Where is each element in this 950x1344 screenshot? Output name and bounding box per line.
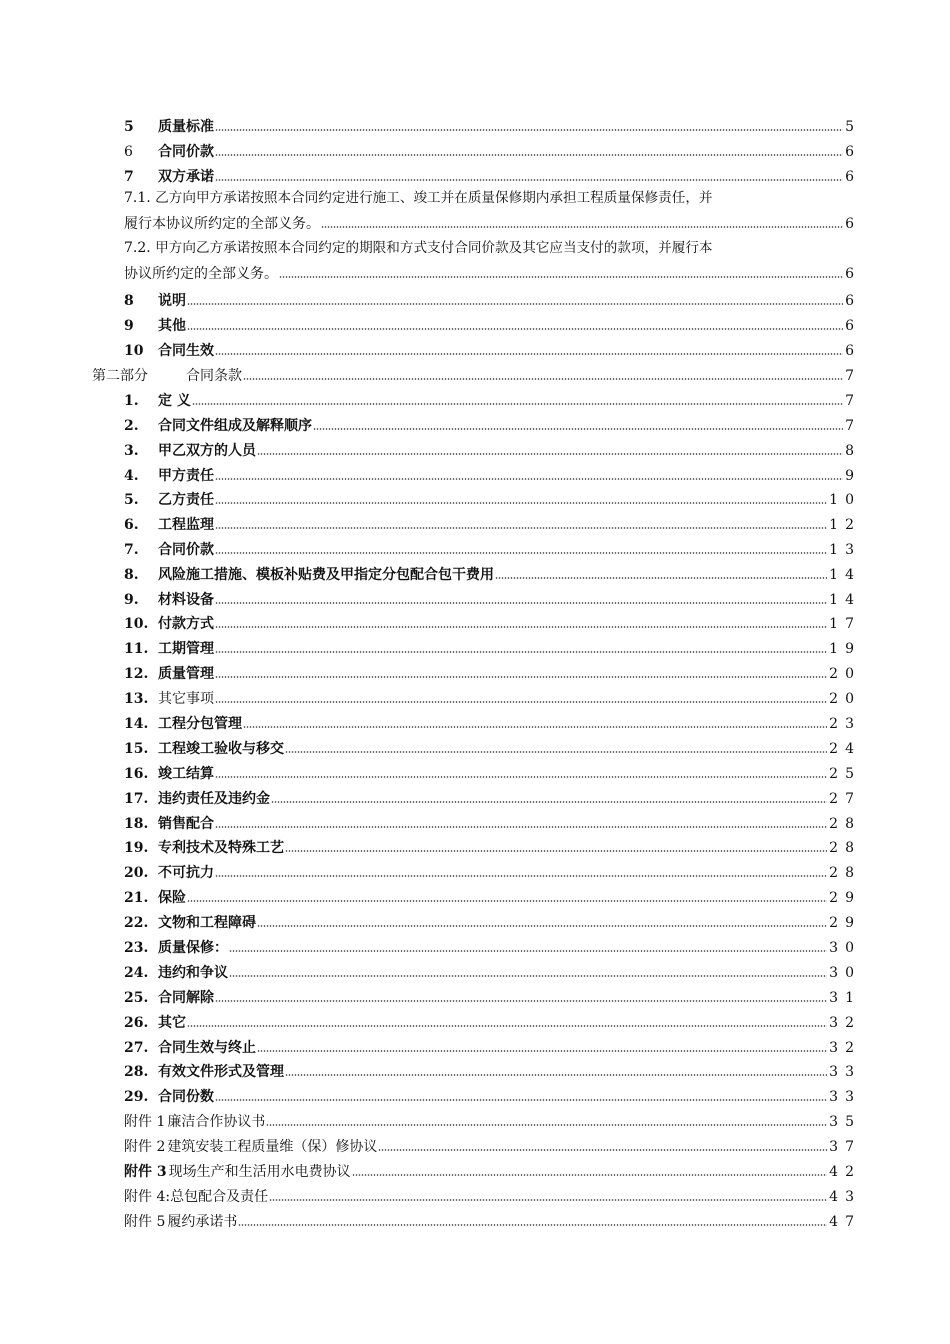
toc-entry-page: 14 — [829, 592, 861, 608]
toc-entry-page: 28 — [829, 816, 861, 832]
toc-attachment-label: 廉洁合作协议书 — [167, 1114, 266, 1130]
toc-entry-label: 保险 — [158, 890, 186, 906]
toc-entry-label: 合同价款 — [158, 542, 214, 558]
toc-entry-label-continued: 协议所约定的全部义务。 — [124, 266, 278, 282]
toc-entry-page: 9 — [845, 468, 861, 484]
toc-leader-dots — [229, 974, 827, 978]
toc-leader-dots — [321, 225, 843, 229]
toc-leader-dots — [215, 477, 843, 481]
toc-entry[interactable] — [124, 662, 861, 684]
toc-leader-dots — [279, 275, 843, 279]
toc-leader-dots — [215, 501, 827, 505]
toc-entry-label: 定 义 — [158, 393, 191, 409]
toc-entry-number: 20. — [124, 865, 149, 881]
toc-entry-page: 23 — [829, 716, 861, 732]
toc-entry-label: 合同生效 — [158, 343, 214, 359]
toc-entry-label: 不可抗力 — [158, 865, 214, 881]
toc-entry-number: 14. — [124, 716, 149, 732]
toc-attachment-number: 附件 5 — [124, 1214, 166, 1230]
toc-leader-dots — [215, 551, 827, 555]
toc-entry-page: 43 — [829, 1189, 861, 1205]
toc-leader-dots — [215, 999, 827, 1003]
toc-entry[interactable] — [124, 737, 861, 759]
toc-leader-dots — [238, 1223, 827, 1227]
toc-entry-number: 10. — [124, 616, 149, 632]
toc-entry-label: 甲乙双方的人员 — [158, 443, 256, 459]
toc-entry-number: 1. — [124, 393, 139, 409]
toc-entry-page: 28 — [829, 865, 861, 881]
toc-entry-number: 16. — [124, 766, 149, 782]
toc-entry-page: 42 — [829, 1164, 861, 1180]
toc-entry-number: 19. — [124, 840, 149, 856]
toc-entry-number: 5. — [124, 492, 139, 508]
toc-entry-page: 6 — [845, 318, 861, 334]
toc-entry-page: 7 — [845, 418, 861, 434]
toc-entry-page: 10 — [829, 492, 861, 508]
toc-leader-dots — [215, 700, 827, 704]
toc-leader-dots — [243, 377, 843, 381]
toc-entry[interactable] — [124, 1085, 861, 1107]
toc-entry-page: 32 — [829, 1015, 861, 1031]
toc-entry-number: 5 — [124, 119, 134, 135]
toc-entry-label: 工程监理 — [158, 517, 214, 533]
toc-entry-label: 其它 — [158, 1015, 186, 1031]
toc-entry-label: 甲方责任 — [158, 468, 214, 484]
toc-entry[interactable] — [124, 1011, 861, 1033]
toc-entry[interactable] — [124, 812, 861, 834]
toc-entry-number: 12. — [124, 666, 149, 682]
toc-leader-dots — [215, 178, 843, 182]
toc-entry-label: 违约和争议 — [158, 965, 228, 981]
toc-leader-dots — [187, 327, 843, 331]
toc-entry-label: 付款方式 — [158, 616, 214, 632]
toc-leader-dots — [257, 924, 827, 928]
toc-leader-dots — [215, 601, 827, 605]
toc-entry-number: 21. — [124, 890, 149, 906]
toc-entry-label: 质量管理 — [158, 666, 214, 682]
toc-entry-page: 14 — [829, 567, 861, 583]
toc-leader-dots — [215, 775, 827, 779]
toc-entry-number: 29. — [124, 1089, 149, 1105]
toc-entry-number: 25. — [124, 990, 149, 1006]
toc-leader-dots — [215, 352, 843, 356]
toc-entry[interactable] — [124, 513, 861, 535]
toc-entry-page: 35 — [829, 1114, 861, 1130]
toc-attachment-entry[interactable] — [124, 1110, 861, 1132]
toc-entry-number: 23. — [124, 940, 149, 956]
toc-leader-dots — [187, 302, 843, 306]
toc-leader-dots — [285, 849, 827, 853]
toc-entry-label: 合同份数 — [158, 1089, 214, 1105]
toc-entry-page: 6 — [845, 343, 861, 359]
toc-entry-label: 乙方责任 — [158, 492, 214, 508]
toc-entry-label: 合同解除 — [158, 990, 214, 1006]
toc-part-heading[interactable] — [92, 364, 861, 386]
toc-entry-label: 竣工结算 — [158, 766, 214, 782]
toc-entry-page: 7 — [845, 368, 861, 384]
toc-entry[interactable] — [124, 961, 861, 983]
toc-entry[interactable] — [124, 212, 861, 234]
toc-attachment-label: 建筑安装工程质量维（保）修协议 — [167, 1139, 378, 1155]
toc-entry[interactable] — [124, 861, 861, 883]
toc-entry-page: 28 — [829, 840, 861, 856]
toc-entry[interactable] — [124, 488, 861, 510]
toc-attachment-label: 履约承诺书 — [167, 1214, 238, 1230]
toc-entry-page: 20 — [829, 691, 861, 707]
toc-leader-dots — [192, 402, 843, 406]
toc-leader-dots — [271, 800, 827, 804]
toc-entry-page: 6 — [845, 266, 861, 282]
toc-entry-label: 质量保修： — [158, 940, 228, 956]
toc-entry-page: 12 — [829, 517, 861, 533]
toc-entry-number: 2. — [124, 418, 139, 434]
toc-leader-dots — [243, 725, 827, 729]
toc-entry[interactable] — [124, 588, 861, 610]
toc-entry-label: 材料设备 — [158, 592, 214, 608]
toc-entry[interactable] — [124, 538, 861, 560]
toc-entry-page: 13 — [829, 542, 861, 558]
toc-attachment-number: 附件 3 — [124, 1164, 167, 1180]
toc-entry-number: 18. — [124, 816, 149, 832]
toc-leader-dots — [215, 825, 827, 829]
toc-entry[interactable] — [124, 787, 861, 809]
toc-entry-label: 合同价款 — [158, 144, 214, 160]
toc-leader-dots — [215, 1098, 827, 1102]
toc-entry-page: 8 — [845, 443, 861, 459]
toc-entry-number: 26. — [124, 1015, 149, 1031]
toc-entry-number: 7.1. — [124, 190, 151, 206]
toc-entry-number: 9 — [124, 318, 134, 334]
toc-entry-label: 工程分包管理 — [158, 716, 242, 732]
toc-entry-page: 6 — [845, 144, 861, 160]
toc-entry-page: 33 — [829, 1064, 861, 1080]
toc-entry[interactable] — [124, 439, 861, 461]
toc-entry[interactable] — [124, 911, 861, 933]
toc-attachment-number: 附件 1 — [124, 1114, 166, 1130]
toc-leader-dots — [229, 949, 827, 953]
toc-entry[interactable] — [124, 612, 861, 634]
toc-entry[interactable] — [124, 563, 861, 585]
toc-leader-dots — [352, 1173, 828, 1177]
toc-entry-number: 9. — [124, 592, 139, 608]
toc-entry-label: 其他 — [158, 318, 186, 334]
toc-leader-dots — [215, 650, 827, 654]
toc-entry[interactable] — [124, 936, 861, 958]
toc-entry-number: 24. — [124, 965, 149, 981]
toc-entry[interactable] — [124, 637, 861, 659]
toc-leader-dots — [269, 1198, 827, 1202]
toc-entry-page: 31 — [829, 990, 861, 1006]
toc-entry-number: 28. — [124, 1064, 149, 1080]
toc-leader-dots — [215, 526, 827, 530]
toc-entry-number: 6 — [124, 144, 133, 160]
toc-attachment-entry[interactable] — [124, 1135, 861, 1157]
toc-entry[interactable] — [124, 140, 861, 162]
toc-entry[interactable] — [124, 115, 861, 137]
toc-entry-page: 6 — [845, 169, 861, 185]
toc-attachment-number: 附件 4: — [124, 1189, 171, 1205]
toc-leader-dots — [187, 899, 827, 903]
toc-entry-label: 工期管理 — [158, 641, 214, 657]
toc-entry[interactable] — [124, 262, 861, 284]
toc-attachment-entry[interactable] — [124, 1160, 861, 1182]
toc-leader-dots — [215, 625, 827, 629]
toc-entry-page: 27 — [829, 791, 861, 807]
toc-leader-dots — [187, 1024, 827, 1028]
toc-entry-number: 4. — [124, 468, 139, 484]
toc-entry-number: 10 — [124, 343, 144, 359]
toc-entry[interactable] — [124, 836, 861, 858]
toc-leader-dots — [215, 153, 843, 157]
toc-entry-number: 11. — [124, 641, 149, 657]
toc-entry-label: 其它事项 — [158, 691, 214, 707]
toc-entry-number: 17. — [124, 791, 149, 807]
toc-part-number: 第二部分 — [92, 368, 148, 384]
toc-entry-label: 双方承诺 — [158, 169, 214, 185]
toc-leader-dots — [257, 1049, 827, 1053]
toc-entry-page: 6 — [845, 293, 861, 309]
toc-entry-page: 47 — [829, 1214, 861, 1230]
toc-entry[interactable] — [124, 986, 861, 1008]
toc-entry[interactable] — [124, 289, 861, 311]
toc-entry-label: 风险施工措施、模板补贴费及甲指定分包配合包干费用 — [158, 567, 494, 583]
toc-entry-label: 有效文件形式及管理 — [158, 1064, 284, 1080]
toc-leader-dots — [215, 874, 827, 878]
toc-entry-label: 甲方向乙方承诺按照本合同约定的期限和方式支付合同价款及其它应当支付的款项，并履行本 — [155, 240, 713, 256]
toc-leader-dots — [285, 750, 827, 754]
toc-entry-page: 17 — [829, 616, 861, 632]
toc-entry-page: 20 — [829, 666, 861, 682]
toc-entry-number: 3. — [124, 443, 139, 459]
toc-entry-label: 文物和工程障碍 — [158, 915, 256, 931]
toc-entry-label: 销售配合 — [158, 816, 214, 832]
toc-entry-label: 工程竣工验收与移交 — [158, 741, 284, 757]
toc-leader-dots — [215, 128, 843, 132]
toc-entry[interactable] — [124, 414, 861, 436]
toc-entry-page: 33 — [829, 1089, 861, 1105]
toc-entry-page: 6 — [845, 216, 861, 232]
toc-entry[interactable] — [124, 314, 861, 336]
toc-entry-page: 25 — [829, 766, 861, 782]
toc-leader-dots — [215, 675, 827, 679]
toc-attachment-label: 总包配合及责任 — [170, 1189, 269, 1205]
toc-entry-page: 19 — [829, 641, 861, 657]
toc-entry[interactable] — [124, 165, 861, 187]
toc-entry-page: 5 — [845, 119, 861, 135]
toc-entry-wrapped-line1[interactable] — [124, 188, 854, 208]
toc-entry-page: 30 — [829, 940, 861, 956]
toc-leader-dots — [257, 452, 843, 456]
toc-attachment-number: 附件 2 — [124, 1139, 166, 1155]
toc-entry-label: 违约责任及违约金 — [158, 791, 270, 807]
toc-entry-number: 7 — [124, 169, 134, 185]
toc-leader-dots — [378, 1148, 827, 1152]
toc-entry-label: 乙方向甲方承诺按照本合同约定进行施工、竣工并在质量保修期内承担工程质量保修责任，并 — [155, 190, 713, 206]
toc-entry-label: 说明 — [158, 293, 186, 309]
toc-entry-number: 8. — [124, 567, 139, 583]
toc-entry-page: 7 — [845, 393, 861, 409]
toc-entry-label: 专利技术及特殊工艺 — [158, 840, 284, 856]
toc-entry-page: 37 — [829, 1139, 861, 1155]
toc-entry[interactable] — [124, 712, 861, 734]
toc-entry[interactable] — [124, 762, 861, 784]
toc-entry[interactable] — [124, 464, 861, 486]
toc-leader-dots — [266, 1123, 827, 1127]
toc-entry-label-continued: 履行本协议所约定的全部义务。 — [124, 216, 320, 232]
toc-entry-number: 8 — [124, 293, 134, 309]
toc-entry-page: 24 — [829, 741, 861, 757]
toc-entry[interactable] — [124, 1060, 861, 1082]
toc-entry-page: 30 — [829, 965, 861, 981]
toc-entry[interactable] — [124, 687, 861, 709]
toc-entry-page: 29 — [829, 915, 861, 931]
toc-leader-dots — [495, 576, 827, 580]
toc-entry-label: 合同生效与终止 — [158, 1040, 256, 1056]
toc-entry-number: 7. — [124, 542, 139, 558]
toc-entry[interactable] — [124, 1036, 861, 1058]
toc-attachment-label: 现场生产和生活用水电费协议 — [168, 1164, 351, 1180]
toc-entry-number: 6. — [124, 517, 139, 533]
toc-entry-page: 29 — [829, 890, 861, 906]
toc-part-label: 合同条款 — [186, 368, 242, 384]
toc-entry-label: 质量标准 — [158, 119, 214, 135]
toc-entry-label: 合同文件组成及解释顺序 — [158, 418, 312, 434]
toc-entry[interactable] — [124, 886, 861, 908]
toc-entry[interactable] — [124, 339, 861, 361]
toc-entry-number: 27. — [124, 1040, 149, 1056]
toc-entry-page: 32 — [829, 1040, 861, 1056]
toc-leader-dots — [313, 427, 843, 431]
toc-attachment-entry[interactable] — [124, 1210, 861, 1232]
toc-entry[interactable] — [124, 389, 861, 411]
toc-entry-number: 22. — [124, 915, 149, 931]
toc-leader-dots — [285, 1073, 827, 1077]
toc-entry-wrapped-line1[interactable] — [124, 238, 854, 258]
toc-entry-number: 15. — [124, 741, 149, 757]
toc-entry-number: 7.2. — [124, 240, 151, 256]
toc-attachment-entry[interactable] — [124, 1185, 861, 1207]
toc-entry-number: 13. — [124, 691, 149, 707]
